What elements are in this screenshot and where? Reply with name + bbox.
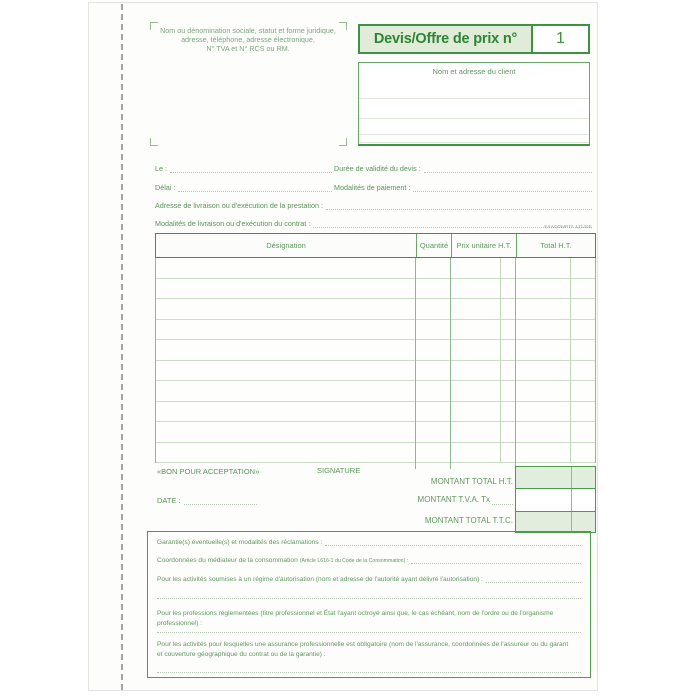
field-validity <box>334 164 592 173</box>
field-date-label: Le : <box>155 164 167 173</box>
field-authorization <box>157 575 581 583</box>
field-validity-line <box>424 164 592 173</box>
client-box-title: Nom et adresse du client <box>432 67 516 76</box>
form-title: Devis/Offre de prix n° <box>373 31 518 47</box>
table-row <box>156 340 595 361</box>
mediator-line <box>411 556 581 564</box>
cents-divider <box>571 489 572 511</box>
field-delivery-address-line <box>326 201 592 210</box>
table-row <box>156 279 595 300</box>
column-header-total: Total H.T. <box>516 234 595 257</box>
client-write-line <box>359 142 589 143</box>
field-payment-label: Modalités de paiement : <box>334 183 411 192</box>
company-info-line: adresse, téléphone, adresse électronique, <box>181 35 315 44</box>
insurance-line <box>157 665 581 673</box>
bon-pour-acceptation-label: «BON POUR ACCEPTATION» <box>157 467 260 476</box>
client-write-line <box>359 118 589 119</box>
printer-reference-code: EXACOMPTA 13146E <box>544 224 592 229</box>
company-info-line: N° TVA et N° RCS ou RM. <box>206 44 290 53</box>
warranty-line <box>325 538 581 546</box>
authorization-label: Pour les activités soumises à un régime d'autorisation (nom et adresse de l'autorité ayant délivré l'autorisation) : <box>157 576 483 583</box>
perforation-line <box>121 4 123 690</box>
table-body <box>155 258 596 463</box>
cents-divider <box>500 258 501 463</box>
authorization-line <box>486 575 581 583</box>
cents-divider <box>571 512 572 532</box>
client-write-line <box>359 134 589 135</box>
corner-mark-bottom-left <box>150 138 158 146</box>
field-delai <box>155 183 332 192</box>
field-payment-line <box>413 183 592 192</box>
field-date <box>155 164 332 173</box>
insurance-label <box>157 640 581 659</box>
table-row <box>156 361 595 382</box>
table-row <box>156 443 595 464</box>
table-row <box>156 299 595 320</box>
table-row <box>156 320 595 341</box>
column-divider <box>515 258 516 469</box>
field-delivery-address-label: Adresse de livraison ou d'exécution de la prestation : <box>155 201 323 210</box>
quote-number: 1 <box>531 26 588 52</box>
total-ht-amount-box <box>515 466 596 489</box>
table-row <box>156 381 595 402</box>
cents-divider <box>571 467 572 488</box>
insurance-label-line2: et couverture géographique du contrat ou de la garantie) : <box>157 650 326 658</box>
total-ttc-label: MONTANT TOTAL T.T.C. <box>424 516 513 525</box>
table-row <box>156 422 595 443</box>
field-mediator <box>157 556 581 564</box>
mediator-label: Coordonnées du médiateur de la consommation <box>157 557 298 564</box>
column-divider <box>450 258 451 469</box>
field-validity-label: Durée de validité du devis : <box>334 164 421 173</box>
table-header-row <box>155 233 596 258</box>
table-row <box>156 258 595 279</box>
tva-amount-box <box>515 488 596 512</box>
regulated-professions-line <box>157 625 581 633</box>
field-delivery-address <box>155 201 592 210</box>
insurance-label-line1: Pour les activités pour lesquelles une assurance professionnelle est obligatoire (nom de l'assurance, coordonnées de l'assureur ou du garant <box>157 641 569 648</box>
field-delivery-terms-label: Modalités de livraison ou d'exécution du contrat : <box>155 219 311 228</box>
signature-label: SIGNATURE <box>317 466 361 475</box>
column-header-unit-price: Prix unitaire H.T. <box>451 234 516 257</box>
field-delai-line <box>178 183 332 192</box>
table-row <box>156 402 595 423</box>
column-header-designation: Désignation <box>266 241 306 250</box>
warranty-label: Garantie(s) éventuelle(s) et modalités des réclamations : <box>157 539 323 546</box>
title-block <box>358 24 590 54</box>
mediator-legal-ref: (Article L616-1 du Code de la Consommation) : <box>299 558 409 564</box>
field-warranty <box>157 538 581 546</box>
field-date-line <box>170 164 332 173</box>
date-label: DATE : <box>157 496 181 505</box>
company-info-placeholder <box>149 26 347 53</box>
regulated-professions-label: Pour les professions réglementées (titre professionnel et État l'ayant octroyé ainsi que, le cas échéant, nom de l'ordre ou de l'organisme professionnel) : <box>157 610 554 627</box>
tva-rate-line <box>492 496 513 505</box>
client-write-line <box>359 98 589 99</box>
date-line <box>184 496 257 505</box>
tva-label: MONTANT T.V.A. Tx <box>417 495 490 504</box>
corner-mark-bottom-right <box>339 138 347 146</box>
total-ttc-amount-box <box>515 511 596 533</box>
legal-mentions-box <box>147 531 591 678</box>
cents-divider <box>570 258 571 463</box>
pricing-table <box>155 233 596 463</box>
column-header-quantity: Quantité <box>416 234 451 257</box>
field-acceptance-date <box>157 496 257 505</box>
field-payment <box>334 183 592 192</box>
company-info-line: Nom ou dénomination sociale, statut et forme juridique, <box>160 26 336 35</box>
total-ht-label: MONTANT TOTAL H.T. <box>430 477 513 486</box>
column-divider <box>415 258 416 469</box>
client-address-box <box>358 62 590 146</box>
authorization-extra-line <box>157 591 581 599</box>
field-delai-label: Délai : <box>155 183 176 192</box>
